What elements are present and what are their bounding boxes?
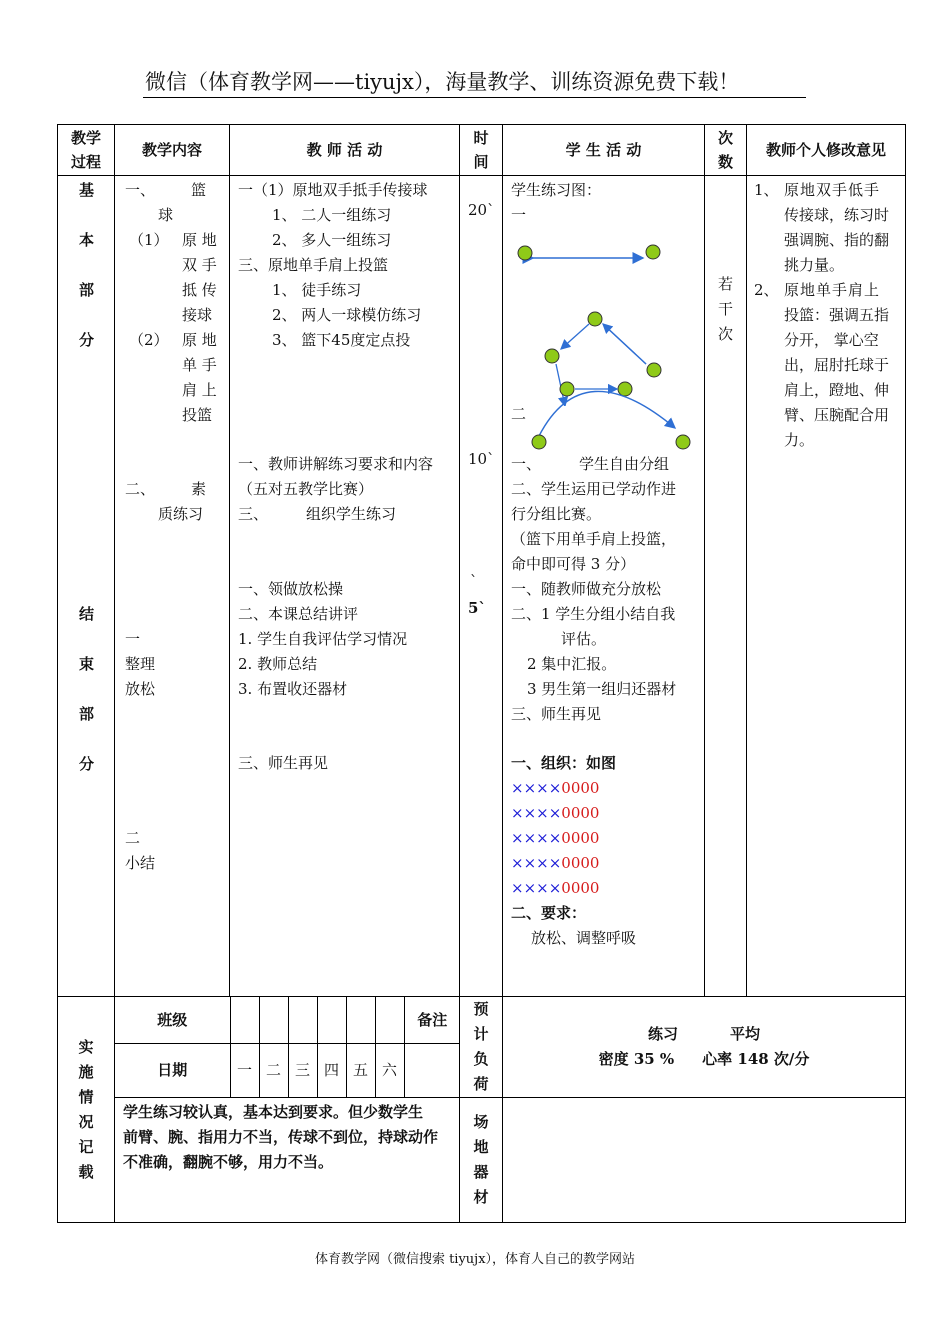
student-text: 三、师生再见 [511,705,602,723]
body-row [58,176,906,997]
header-underline [143,97,806,98]
teacher-text: 一（1）原地双手抵手传接球 [238,181,428,199]
content-text: 肩 上 [182,381,217,399]
formation-row: ××××0000 [511,854,600,872]
load-label-practice: 练习 [647,1025,678,1043]
time-cell [460,176,503,997]
opinion-number: 1、 [754,181,779,199]
header-student: 学 生 活 动 [503,125,705,176]
content-text: 二 [125,829,141,847]
content-text: 抵 传 [182,281,217,299]
opinion-text: 原地单手肩上 [784,281,881,299]
teacher-text: 3. 布置收还器材 [238,680,348,698]
teacher-text: 三、师生再见 [238,754,329,772]
process-char: 分 [79,755,95,773]
day-cell: 五 [346,1043,375,1097]
day-cell: 三 [288,1043,317,1097]
student-text: 一、随教师做充分放松 [511,580,662,598]
page-header: 微信（体育教学网——tiyujx），海量教学、训练资源免费下载！ [145,70,740,94]
process-char: 分 [79,331,95,349]
teacher-text: 3、 篮下45度定点投 [272,331,411,349]
opinion-text: 出，屈肘托球于 [784,356,890,374]
class-date-grid [115,997,460,1098]
remark-label: 备注 [404,997,460,1043]
teacher-text: 2、 多人一组练习 [272,231,392,249]
opinion-text: 肩上，蹬地、伸 [784,381,890,399]
formation-row: ××××0000 [511,879,600,897]
formation-row: ××××0000 [511,804,600,822]
time-value: 5` [468,599,486,617]
student-text: 学生自由分组 [579,455,670,473]
time-value: ` [470,572,478,590]
student-text: 2 集中汇报。 [527,655,617,673]
opinion-text: 投篮：强调五指 [784,306,890,324]
day-cell: 二 [259,1043,288,1097]
process-char: 基 [79,181,95,199]
time-value: 20` [468,201,495,219]
header-process: 教学 过程 [58,125,115,176]
content-text: 质练习 [158,505,204,523]
teacher-text: 1、 徒手练习 [272,281,362,299]
opinion-number: 2、 [754,281,779,299]
content-text: 素 [191,480,207,498]
header-count: 次 数 [705,125,747,176]
opinion-text: 分开， 掌心空 [784,331,879,349]
content-text: 二、 [125,480,156,498]
count-char: 次 [718,325,734,343]
teacher-text: 2、 两人一球模仿练习 [272,306,422,324]
pass-arrow [561,324,589,349]
load-values [503,997,906,1098]
content-text: 篮 [191,181,207,199]
student-text: 3 男生第一组归还器材 [527,680,677,698]
class-date-table [115,997,460,1097]
venue-value [503,1098,906,1223]
player-dot [588,312,602,326]
player-dot [532,435,546,449]
date-label: 日期 [115,1043,230,1097]
content-text: 放松 [125,680,156,698]
student-text: 评估。 [561,630,607,648]
process-char: 束 [79,655,95,673]
content-text: 整理 [125,655,156,673]
lesson-plan-table [57,124,906,1223]
day-cell: 四 [317,1043,346,1097]
formation-row: ××××0000 [511,829,600,847]
opinion-text: 挑力量。 [784,256,845,274]
drill-diagram-2 [503,356,703,456]
content-text: 一、 [125,181,156,199]
process-char: 本 [79,231,95,249]
class-label: 班级 [115,997,230,1043]
student-text: 二 [511,405,527,423]
day-cell: 一 [230,1043,259,1097]
load-heart-rate: 心率 148 次/分 [702,1050,810,1068]
teacher-cell [230,176,460,997]
header-content: 教学内容 [115,125,230,176]
teacher-text: 二、本课总结讲评 [238,605,359,623]
content-text: 原 地 [182,331,217,349]
teacher-text: 1、 二人一组练习 [272,206,392,224]
count-char: 干 [718,300,734,318]
content-cell [115,176,230,997]
load-label: 预 计 负 荷 [460,997,503,1098]
opinion-text: 力。 [784,431,815,449]
student-text: （篮下用单手肩上投篮， [511,530,677,548]
time-value: 10` [468,450,495,468]
content-text: 单 手 [182,356,217,374]
content-text: 投篮 [182,406,213,424]
opinion-text: 臂、压腕配合用 [784,406,890,424]
teacher-text: （五对五教学比赛） [238,480,374,498]
table-header-row [58,125,906,176]
impl-label: 实 施 情 况 记 载 [58,997,115,1223]
student-text: 一、 [511,455,542,473]
player-dot [676,435,690,449]
student-text: 行分组比赛。 [511,505,602,523]
opinion-cell [747,176,906,997]
header-time: 时 间 [460,125,503,176]
opinion-text: 原地双手低手 [784,181,881,199]
formation-row: ××××0000 [511,779,600,797]
player-dot [560,382,574,396]
teacher-text: 三、原地单手肩上投篮 [238,256,389,274]
student-text: 二、学生运用已学动作进 [511,480,677,498]
student-text: 二、1 学生分组小结自我 [511,605,676,623]
teacher-text: 组织学生练习 [306,505,397,523]
player-dot [618,382,632,396]
process-char: 部 [79,705,95,723]
page-footer: 体育教学网（微信搜索 tiyujx），体育人自己的教学网站 [314,1252,636,1267]
teacher-text: 1. 学生自我评估学习情况 [238,630,408,648]
count-cell [705,176,747,997]
teacher-text: 一、教师讲解练习要求和内容 [238,455,434,473]
player-dot [646,245,660,259]
content-text: （1） [129,231,169,249]
load-label-average: 平均 [730,1025,761,1043]
count-char: 若 [718,275,734,293]
content-text: 一 [125,630,141,648]
load-density: 密度 35 % [598,1050,675,1068]
content-text: 小结 [125,854,156,872]
day-cell: 六 [375,1043,404,1097]
player-dot [518,246,532,260]
content-text: （2） [129,331,169,349]
teacher-text: 一、领做放松操 [238,580,344,598]
record-text: 学生练习较认真，基本达到要求。但少数学生 前臂、腕、指用力不当，传球不到位，持球动作 不准确，翻腕不够，用力不当。 [115,1098,460,1223]
content-text: 接球 [182,306,213,324]
process-char: 部 [79,281,95,299]
teacher-text: 三、 [238,505,269,523]
process-char: 结 [79,605,95,623]
content-text: 原 地 [182,231,217,249]
content-text: 双 手 [182,256,217,274]
student-text: 放松、调整呼吸 [531,929,637,947]
student-text: 一、组织：如图 [511,754,617,772]
impl-row-1 [58,997,906,1098]
process-cell [58,176,115,997]
student-text: 一 [511,206,527,224]
venue-label: 场 地 器 材 [460,1098,503,1223]
student-text: 命中即可得 3 分） [511,555,636,573]
student-text: 学生练习图： [511,181,602,199]
teacher-text: 2. 教师总结 [238,655,318,673]
student-text: 二、要求： [511,904,587,922]
impl-row-2 [58,1098,906,1223]
opinion-text: 传接球，练习时 [784,206,890,224]
student-cell [503,176,705,997]
header-opinion: 教师个人修改意见 [747,125,906,176]
shot-arc-arrow [539,391,675,436]
content-text: 球 [158,206,174,224]
header-teacher: 教 师 活 动 [230,125,460,176]
opinion-text: 强调腕、指的翻 [784,231,890,249]
